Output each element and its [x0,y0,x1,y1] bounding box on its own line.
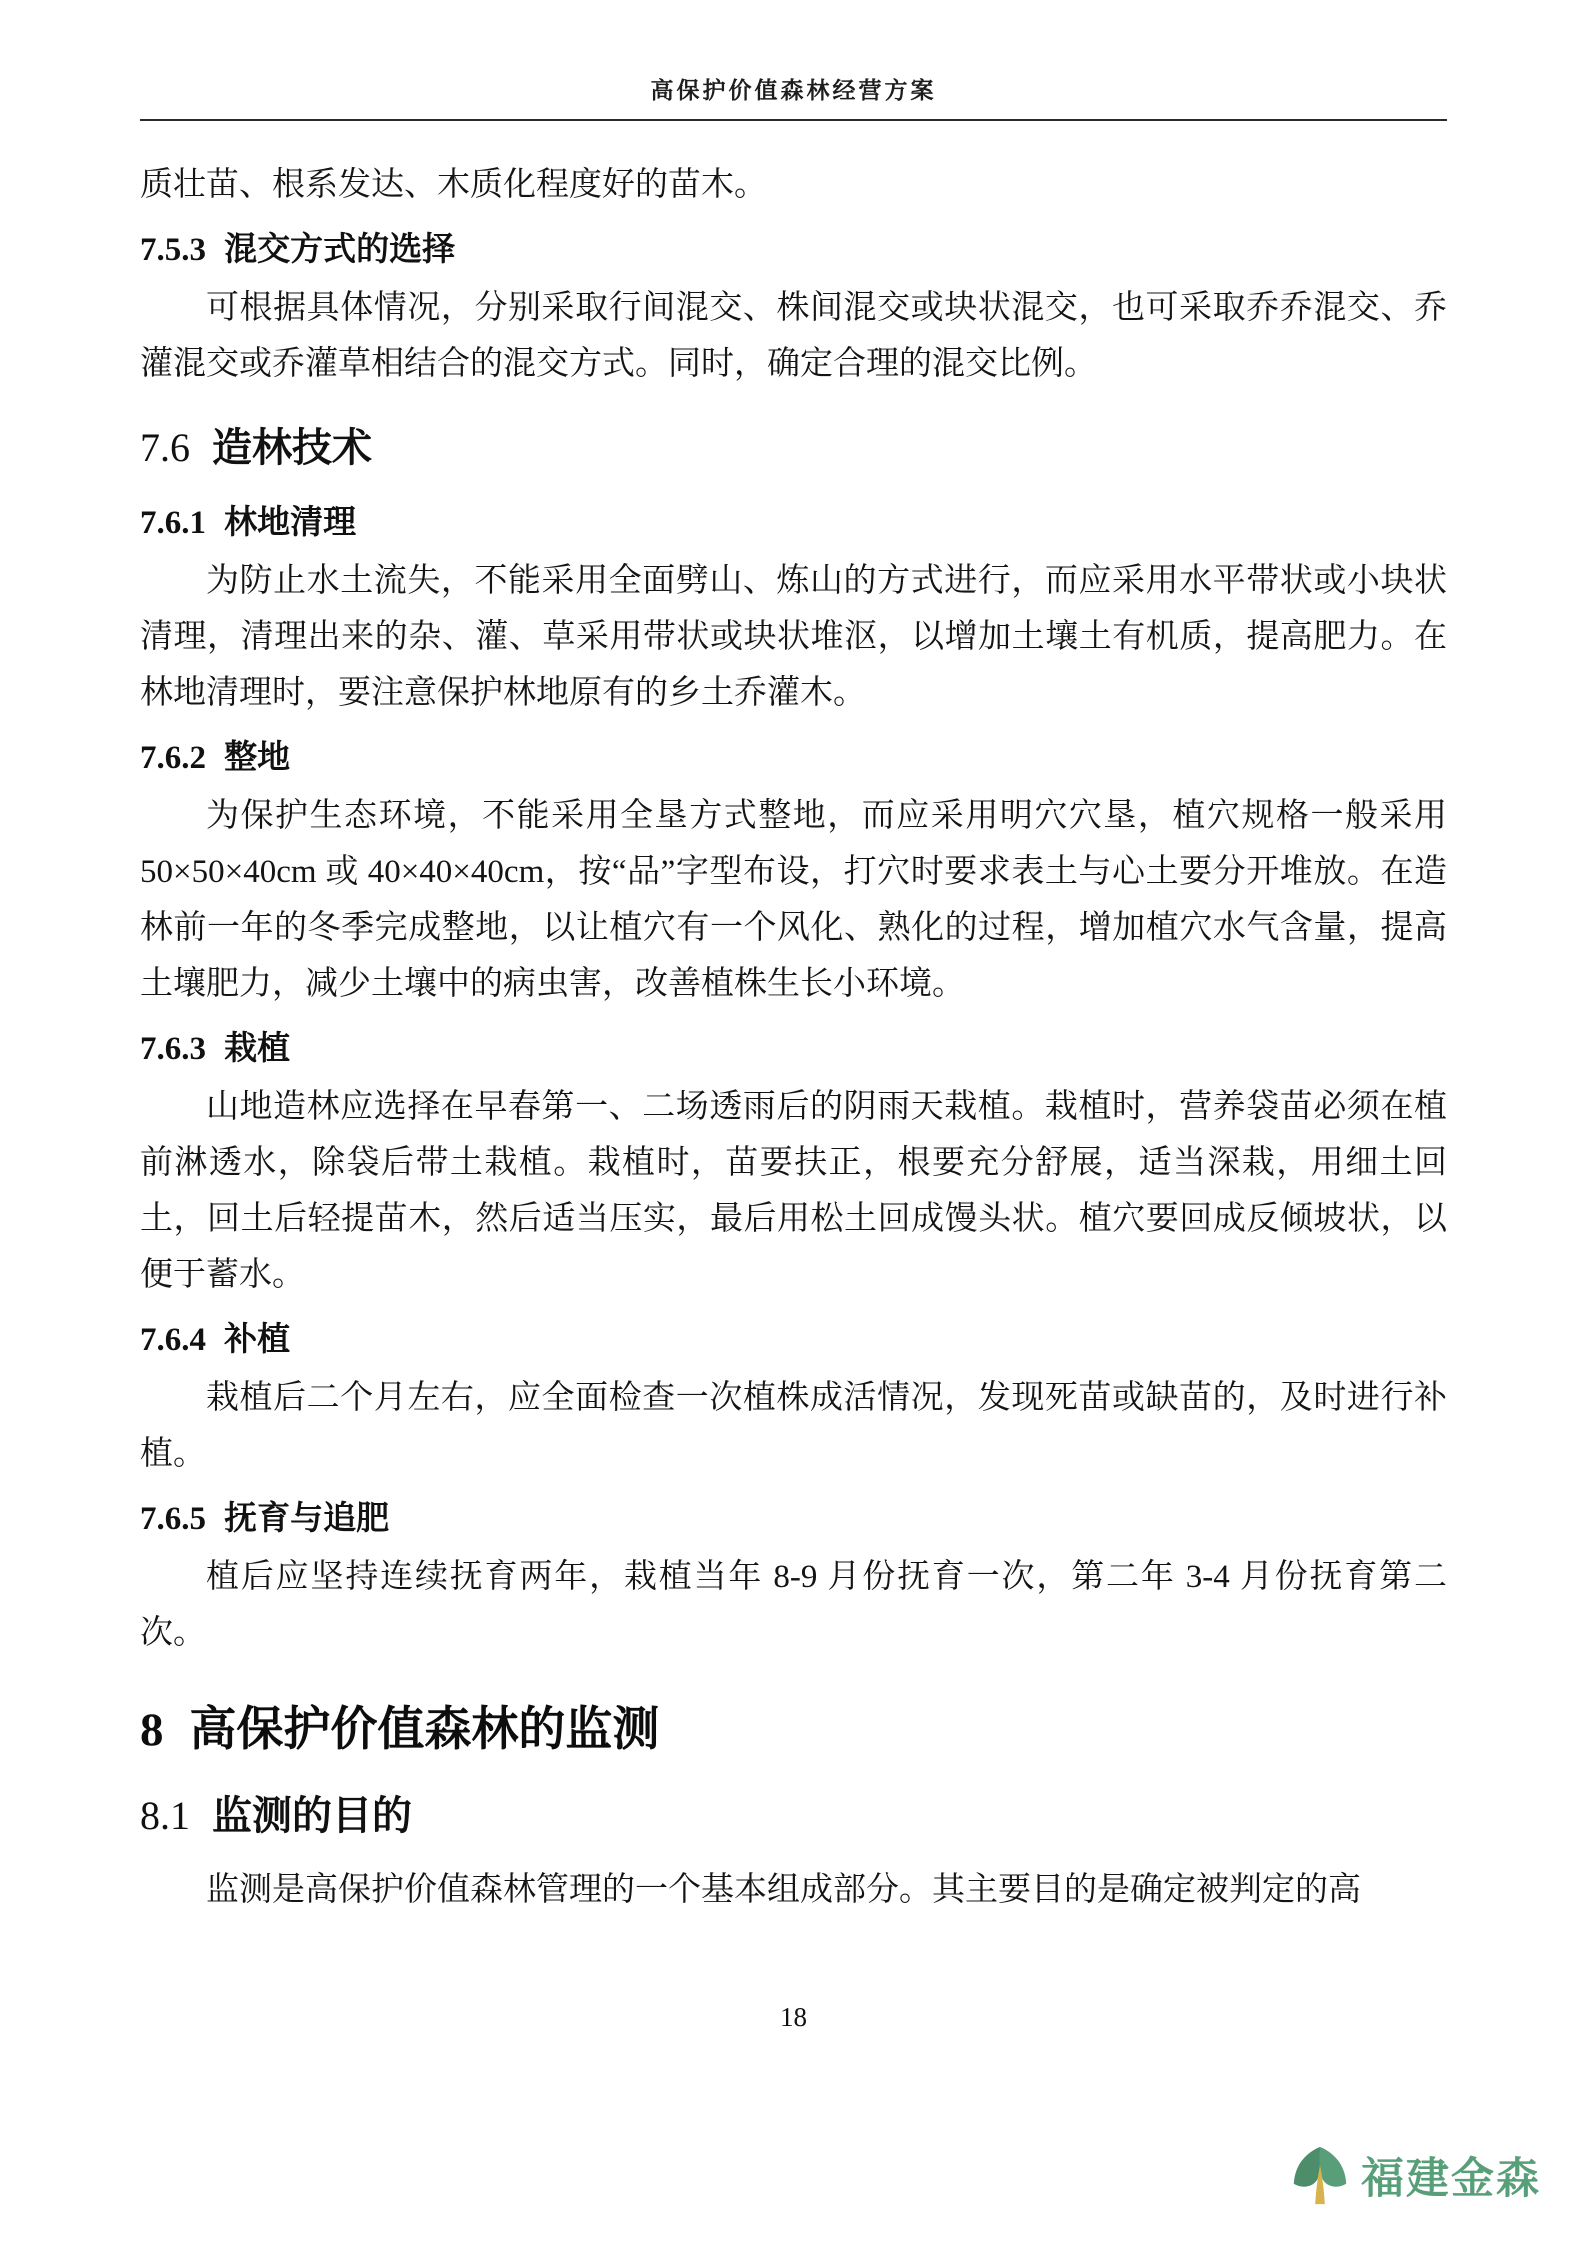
tree-icon [1287,2143,1353,2207]
heading-number: 7.5.3 [140,232,206,268]
heading-number: 7.6.5 [140,1501,206,1537]
heading-title: 整地 [224,738,291,775]
paragraph-continued-from-previous-page: 质壮苗、根系发达、木质化程度好的苗木。 [140,167,767,203]
heading-number: 7.6.1 [140,505,206,541]
heading-7-6-3 [140,1020,1447,1077]
paragraph-planting: 山地造林应选择在早春第一、二场透雨后的阴雨天栽植。栽植时，营养袋苗必须在植前淋透水，除袋后带土栽植。栽植时，苗要扶正，根要充分舒展，适当深栽，用细土回土，回土后轻提苗木，然后适当压实，最后用松土回成馒头状。植穴要回成反倾坡状，以便于蓄水。 [140,1089,1447,1293]
heading-title: 监测的目的 [212,1794,412,1838]
heading-number: 7.6.2 [140,740,206,776]
heading-title: 抚育与追肥 [224,1499,390,1536]
heading-7-6-4 [140,1311,1447,1368]
document-body [140,121,1447,1918]
heading-number: 7.6.3 [140,1031,206,1067]
paragraph-mixing-methods: 可根据具体情况，分别采取行间混交、株间混交或块状混交，也可采取乔乔混交、乔灌混交或乔灌草相结合的混交方式。同时，确定合理的混交比例。 [140,290,1447,382]
heading-number: 8.1 [140,1793,190,1838]
paragraph-replanting: 栽植后二个月左右，应全面检查一次植株成活情况，发现死苗或缺苗的，及时进行补植。 [140,1380,1447,1472]
tree-leaf-left [1294,2147,1321,2187]
heading-number: 7.6 [140,425,190,470]
heading-title: 高保护价值森林的监测 [189,1702,660,1755]
heading-7-6-1 [140,494,1447,551]
logo-text: 福建金森 [1361,2154,1541,2203]
heading-title: 栽植 [224,1029,291,1066]
page-header [140,72,1447,121]
heading-title: 林地清理 [224,503,357,540]
heading-8-1 [140,1790,1447,1842]
paragraph-tending-fertilizing: 植后应坚持连续抚育两年，栽植当年 8-9 月份抚育一次，第二年 3-4 月份抚育第二次。 [140,1559,1447,1651]
heading-7-6-2 [140,729,1447,786]
tree-leaf-right [1319,2147,1346,2187]
heading-title: 混交方式的选择 [224,230,456,267]
heading-title: 造林技术 [212,426,372,470]
page-number: 18 [780,2002,807,2032]
heading-chapter-8 [140,1699,1447,1760]
heading-7-6-5 [140,1490,1447,1547]
paragraph-soil-preparation: 为保护生态环境，不能采用全垦方式整地，而应采用明穴穴垦，植穴规格一般采用 50×50×40cm 或 40×40×40cm，按“品”字型布设，打穴时要求表土与心土要分开堆放。在造林前一年的冬季完成整地，以让植穴有一个风化、熟化的过程，增加植穴水气含量，提高土壤肥力，减少土壤中的病虫害，改善植株生长小环境。 [140,798,1447,1002]
company-logo [1287,2143,1541,2207]
heading-7-6 [140,422,1447,474]
heading-number: 8 [140,1704,164,1756]
heading-title: 补植 [224,1320,291,1357]
heading-number: 7.6.4 [140,1322,206,1358]
paragraph-land-clearing: 为防止水土流失，不能采用全面劈山、炼山的方式进行，而应采用水平带状或小块状清理，清理出来的杂、灌、草采用带状或块状堆沤，以增加土壤土有机质，提高肥力。在林地清理时，要注意保护林地原有的乡土乔灌木。 [140,563,1447,711]
paragraph-monitoring-purpose: 监测是高保护价值森林管理的一个基本组成部分。其主要目的是确定被判定的高 [206,1872,1361,1908]
heading-7-5-3 [140,221,1447,278]
running-header-title: 高保护价值森林经营方案 [650,77,937,103]
